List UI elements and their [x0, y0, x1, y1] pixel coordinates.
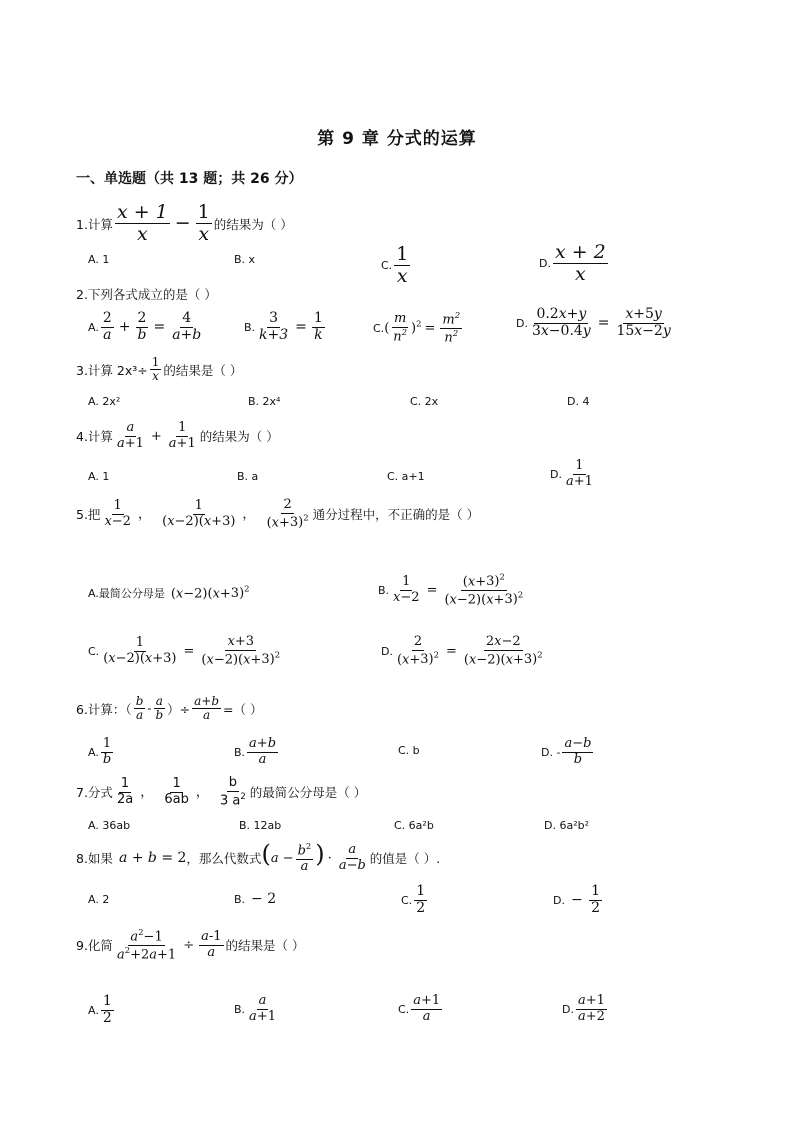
q1-option-d[interactable]: D. $\frac{x + 2}{x}$ — [539, 242, 610, 286]
q4-option-b[interactable]: B. a — [237, 470, 259, 483]
q6-option-c[interactable]: C. b — [398, 744, 420, 757]
q5-option-d[interactable]: D. $\frac{2}{(x+3)^2}$ = $\frac{2x-2}{(x-2)(x+3)^2}$ — [381, 635, 547, 667]
q2-option-a[interactable]: A. $\frac{2}{a}$ + $\frac{2}{b}$ = $\frac{4}{a+b}$ — [88, 311, 205, 343]
q3-option-b[interactable]: B. 2x⁴ — [248, 395, 281, 408]
q9-option-a-formula: $\frac{1}{2}$ — [102, 993, 112, 1026]
q2-option-c[interactable]: C. ( $\frac{m}{n^2}$ )$^2$ = $\frac{m^2}{n^2}$ — [373, 311, 464, 346]
question-2: 2.下列各式成立的是（ ） — [76, 287, 217, 302]
q9-option-c[interactable]: C. $\frac{a+1}{a}$ — [398, 994, 444, 1024]
q4-option-c[interactable]: C. a+1 — [387, 470, 425, 483]
q6-option-a-formula: $\frac{1}{b}$ — [102, 736, 112, 767]
question-6: 6.计算：（ $\frac{b}{a}$ - $\frac{a}{b}$ ）÷ $\frac{a+b}{a}$ =（ ） — [76, 694, 263, 723]
q2-option-a-formula: $\frac{2}{a}$ + $\frac{2}{b}$ = $\frac{4}{a+b}$ — [102, 310, 202, 343]
q5-option-c-formula: $\frac{1}{(x-2)(x+3)}$ = $\frac{x+3}{(x-2)(x+3)^2}$ — [103, 634, 281, 667]
q6-option-b-formula: $\frac{a+b}{a}$ — [249, 736, 277, 767]
q1-option-c-formula: $\frac{1}{x}$ — [396, 243, 409, 288]
q7-option-b[interactable]: B. 12ab — [239, 819, 282, 832]
q7-formula: $\frac{1}{2a}$ ， $\frac{1}{6ab}$ ， $\frac{b}{3 a^2}$ — [116, 775, 246, 808]
q9-formula: $\frac{a^2-1}{a^2+2a+1}$ ÷ $\frac{a-1}{a}$ — [116, 927, 222, 963]
q8-option-b[interactable]: B. − 2 — [234, 891, 277, 907]
q5-option-b-formula: $\frac{1}{x-2}$ = $\frac{(x+3)^2}{(x-2)(x+3)^2}$ — [393, 572, 524, 608]
q6-option-a[interactable]: A. $\frac{1}{b}$ — [88, 737, 115, 767]
q2-option-b-formula: $\frac{3}{k+3}$ = $\frac{1}{k}$ — [259, 310, 323, 343]
q2-option-d-formula: $\frac{0.2x+y}{3x-0.4y}$ = $\frac{x+5y}{15x-2y}$ — [531, 306, 671, 339]
q4-formula: $\frac{a}{a+1}$ + $\frac{1}{a+1}$ — [116, 420, 196, 451]
q1-suffix: 的结果为（ ） — [213, 216, 293, 232]
q9-option-b[interactable]: B. $\frac{a}{a+1}$ — [234, 994, 280, 1024]
q5-option-c[interactable]: C. $\frac{1}{(x-2)(x+3)}$ = $\frac{x+3}{(x-2)(x+3)^2}$ — [88, 635, 284, 667]
page-title: 第 9 章 分式的运算 — [317, 129, 477, 149]
q8-option-b-formula: − 2 — [251, 891, 277, 907]
q6-option-d[interactable]: D. - $\frac{a-b}{b}$ — [541, 737, 595, 767]
q7-option-a[interactable]: A. 36ab — [88, 819, 131, 832]
q3-option-a[interactable]: A. 2x² — [88, 395, 121, 408]
q5-option-d-formula: $\frac{2}{(x+3)^2}$ = $\frac{2x-2}{(x-2)(x+3)^2}$ — [396, 634, 543, 667]
section-heading: 一、单选题（共 13 题；共 26 分） — [76, 171, 303, 187]
q6-formula-divisor: $\frac{a+b}{a}$ — [194, 694, 219, 723]
q6-option-b[interactable]: B. $\frac{a+b}{a}$ — [234, 737, 280, 767]
q1-prefix: 1.计算 — [76, 216, 113, 232]
q8-option-c[interactable]: C. $\frac{1}{2}$ — [401, 884, 429, 916]
q9-option-a[interactable]: A. $\frac{1}{2}$ — [88, 994, 116, 1026]
q8-option-d-formula: − $\frac{1}{2}$ — [570, 883, 601, 916]
q8-option-c-formula: $\frac{1}{2}$ — [416, 883, 426, 916]
q1-formula: $\frac{x + 1}{x}$ − $\frac{1}{x}$ — [116, 201, 210, 246]
q1-option-b[interactable]: B. x — [234, 253, 256, 266]
q1-option-a[interactable]: A. 1 — [88, 253, 110, 266]
q4-option-a[interactable]: A. 1 — [88, 470, 110, 483]
question-1 — [76, 202, 293, 246]
q4-option-d-formula: $\frac{1}{a+1}$ — [565, 458, 593, 489]
q2-option-d[interactable]: D. $\frac{0.2x+y}{3x-0.4y}$ = $\frac{x+5y}{15x-2y}$ — [516, 307, 675, 339]
q3-option-c[interactable]: C. 2x — [410, 395, 439, 408]
q9-option-d[interactable]: D. $\frac{a+1}{a+2}$ — [562, 994, 609, 1024]
q8-option-a[interactable]: A. 2 — [88, 893, 110, 906]
q9-option-c-formula: $\frac{a+1}{a}$ — [413, 993, 441, 1024]
question-5: 5.把 $\frac{1}{x-2}$ ， $\frac{1}{(x-2)(x+3)}$ ， $\frac{2}{(x+3)^2}$ 通分过程中，不正确的是（ ） — [76, 497, 480, 530]
question-7: 7.分式 $\frac{1}{2a}$ ， $\frac{1}{6ab}$ ， $\frac{b}{3 a^2}$ 的最简公分母是（ ） — [76, 775, 367, 808]
q6-option-d-formula: $\frac{a-b}{b}$ — [564, 736, 592, 767]
q2-option-b[interactable]: B. $\frac{3}{k+3}$ = $\frac{1}{k}$ — [244, 311, 327, 343]
q8-option-d[interactable]: D. − $\frac{1}{2}$ — [553, 884, 604, 916]
q7-option-c[interactable]: C. 6a²b — [394, 819, 434, 832]
q2-option-c-formula: ( $\frac{m}{n^2}$ )$^2$ = $\frac{m^2}{n^2}$ — [384, 310, 461, 346]
question-9: 9.化简 $\frac{a^2-1}{a^2+2a+1}$ ÷ $\frac{a-1}{a}$ 的结果是（ ） — [76, 927, 305, 963]
q5-option-a[interactable]: A.最简公分母是 $(x-2)(x+3)^2$ — [88, 584, 250, 602]
q5-option-b[interactable]: B. $\frac{1}{x-2}$ = $\frac{(x+3)^2}{(x-2)(x+3)^2}$ — [378, 573, 527, 608]
q1-option-c[interactable]: C. $\frac{1}{x}$ — [381, 244, 412, 288]
q5-formula: $\frac{1}{x-2}$ ， $\frac{1}{(x-2)(x+3)}$ ， $\frac{2}{(x+3)^2}$ — [104, 497, 309, 530]
q1-option-d-formula: $\frac{x + 2}{x}$ — [554, 241, 606, 286]
question-4: 4.计算 $\frac{a}{a+1}$ + $\frac{1}{a+1}$ 的结果为（ ） — [76, 420, 279, 451]
question-3: 3.计算 2x³÷ $\frac{1}{x}$ 的结果是（ ） — [76, 355, 243, 384]
q8-condition: a + b = 2 — [118, 850, 187, 867]
q3-formula: $\frac{1}{x}$ — [151, 355, 160, 384]
q9-option-b-formula: $\frac{a}{a+1}$ — [249, 993, 276, 1024]
q9-option-d-formula: $\frac{a+1}{a+2}$ — [577, 993, 605, 1024]
q3-option-d[interactable]: D. 4 — [567, 395, 590, 408]
q4-option-d[interactable]: D. $\frac{1}{a+1}$ — [550, 459, 597, 489]
q6-formula-inner: $\frac{b}{a}$ - $\frac{a}{b}$ — [135, 694, 164, 723]
q8-formula: (a − $\frac{b^2}{a}$ ) · $\frac{a}{a-b}$ — [261, 840, 366, 875]
q7-option-d[interactable]: D. 6a²b² — [544, 819, 590, 832]
q5-option-a-formula: $(x-2)(x+3)^2$ — [170, 584, 250, 602]
question-8: 8.如果 a + b = 2 ，那么代数式 (a − $\frac{b^2}{a}$ ) · $\frac{a}{a-b}$ 的值是（ ）. — [76, 840, 441, 875]
